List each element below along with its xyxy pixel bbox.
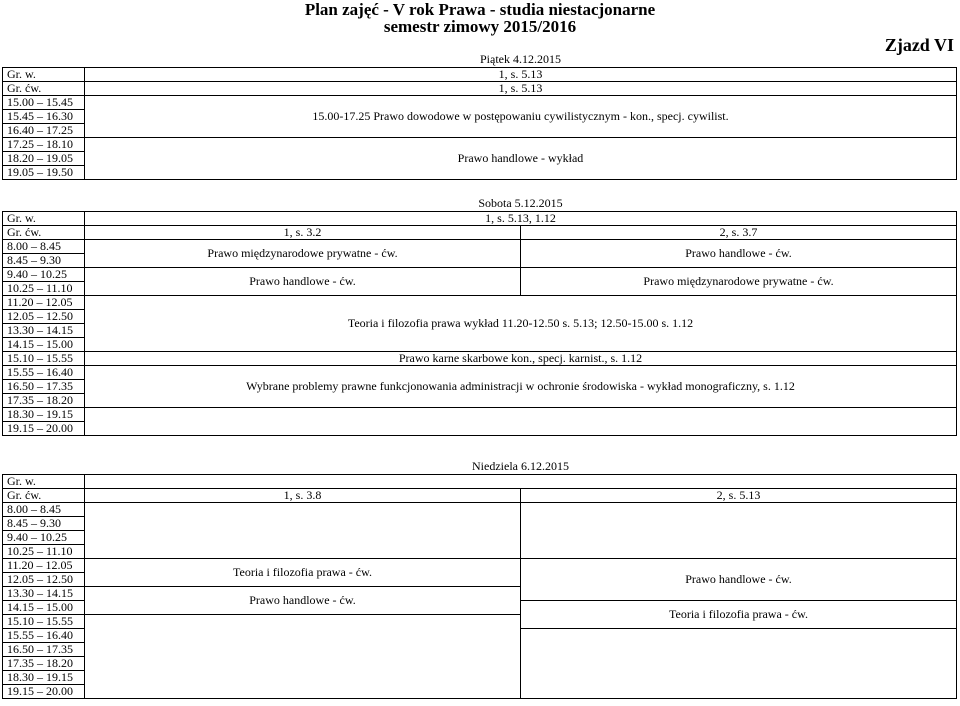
time-slot: 18.20 – 19.05 [3,152,85,166]
group-lecture-label: Gr. w. [3,212,85,226]
group-exercise-label: Gr. ćw. [3,489,85,503]
friday-schedule-table [2,52,957,180]
time-slot: 19.15 – 20.00 [3,685,85,699]
day-header: Niedziela 6.12.2015 [85,459,957,475]
group-1-room: 1, s. 3.2 [85,226,521,240]
event-cell: Wybrane problemy prawne funkcjonowania administracji w ochronie środowiska - wykład monograficzny, s. 1.12 [85,366,957,408]
group-lecture-room: 1, s. 5.13, 1.12 [85,212,957,226]
group-lecture-label: Gr. w. [3,475,85,489]
group-exercise-label: Gr. ćw. [3,226,85,240]
event-cell: Teoria i filozofia prawa - ćw. [85,559,521,587]
time-slot: 17.25 – 18.10 [3,138,85,152]
event-cell: Prawo handlowe - ćw. [85,268,521,296]
time-slot: 15.55 – 16.40 [3,366,85,380]
time-slot: 16.50 – 17.35 [3,380,85,394]
event-cell: Prawo międzynarodowe prywatne - ćw. [521,268,957,296]
time-slot: 8.45 – 9.30 [3,517,85,531]
time-slot: 13.30 – 14.15 [3,587,85,601]
event-cell: Teoria i filozofia prawa - ćw. [521,601,957,629]
empty-cell [521,629,957,699]
group-exercise-label: Gr. ćw. [3,82,85,96]
saturday-schedule-table [2,196,957,436]
time-slot: 15.10 – 15.55 [3,615,85,629]
time-slot: 19.05 – 19.50 [3,166,85,180]
event-cell: Prawo handlowe - ćw. [85,587,521,615]
empty-cell [85,615,521,699]
sunday-schedule-table [2,459,957,699]
time-slot: 10.25 – 11.10 [3,545,85,559]
empty-cell [85,503,521,559]
time-slot: 9.40 – 10.25 [3,268,85,282]
time-slot: 15.00 – 15.45 [3,96,85,110]
time-slot: 16.40 – 17.25 [3,124,85,138]
group-lecture-room [85,475,957,489]
time-slot: 11.20 – 12.05 [3,296,85,310]
group-1-room: 1, s. 3.8 [85,489,521,503]
page-subtitle: semestr zimowy 2015/2016 [383,17,577,36]
group-lecture-room: 1, s. 5.13 [85,68,957,82]
time-slot: 18.30 – 19.15 [3,671,85,685]
time-slot: 17.35 – 18.20 [3,657,85,671]
time-slot: 10.25 – 11.10 [3,282,85,296]
zjazd-label: Zjazd VI [884,35,954,55]
group-lecture-label: Gr. w. [3,68,85,82]
empty-cell [85,408,957,436]
time-slot: 14.15 – 15.00 [3,338,85,352]
day-header: Sobota 5.12.2015 [85,196,957,212]
time-slot: 15.45 – 16.30 [3,110,85,124]
time-slot: 11.20 – 12.05 [3,559,85,573]
group-2-room: 2, s. 3.7 [521,226,957,240]
time-slot: 9.40 – 10.25 [3,531,85,545]
time-slot: 8.00 – 8.45 [3,503,85,517]
page-title: Plan zajęć - V rok Prawa - studia niestacjonarne [304,0,656,19]
group-2-room: 2, s. 5.13 [521,489,957,503]
time-slot: 15.10 – 15.55 [3,352,85,366]
time-slot: 12.05 – 12.50 [3,573,85,587]
empty-cell [521,503,957,559]
group-exercise-room: 1, s. 5.13 [85,82,957,96]
event-cell: Prawo karne skarbowe kon., specj. karnist., s. 1.12 [85,352,957,366]
time-slot: 17.35 – 18.20 [3,394,85,408]
time-slot: 18.30 – 19.15 [3,408,85,422]
event-cell: Prawo międzynarodowe prywatne - ćw. [85,240,521,268]
event-cell: Prawo handlowe - ćw. [521,240,957,268]
time-slot: 8.00 – 8.45 [3,240,85,254]
day-header: Piątek 4.12.2015 [85,52,957,68]
time-slot: 15.55 – 16.40 [3,629,85,643]
event-cell: 15.00-17.25 Prawo dowodowe w postępowaniu cywilistycznym - kon., specj. cywilist. [85,96,957,138]
time-slot: 12.05 – 12.50 [3,310,85,324]
time-slot: 14.15 – 15.00 [3,601,85,615]
time-slot: 8.45 – 9.30 [3,254,85,268]
event-cell: Teoria i filozofia prawa wykład 11.20-12.50 s. 5.13; 12.50-15.00 s. 1.12 [85,296,957,352]
event-cell: Prawo handlowe - ćw. [521,559,957,601]
time-slot: 16.50 – 17.35 [3,643,85,657]
time-slot: 13.30 – 14.15 [3,324,85,338]
event-cell: Prawo handlowe - wykład [85,138,957,180]
time-slot: 19.15 – 20.00 [3,422,85,436]
